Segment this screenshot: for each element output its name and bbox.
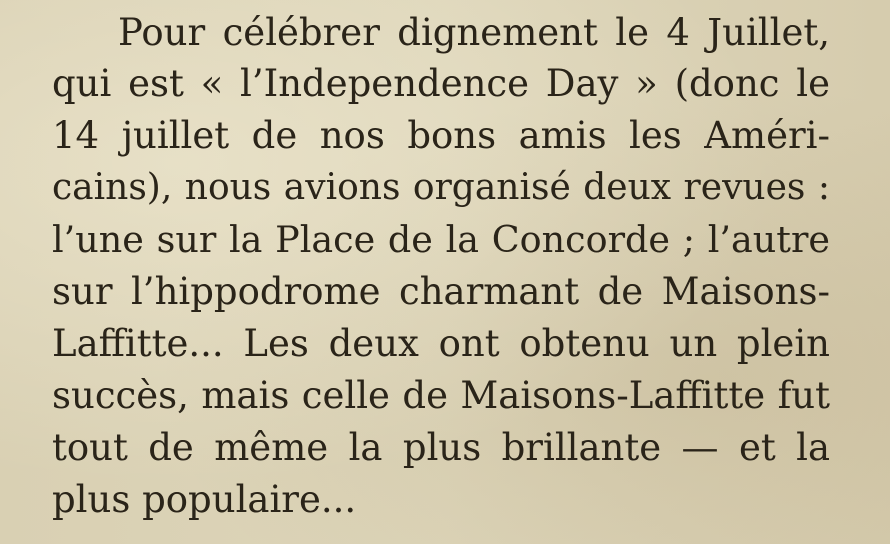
text-line-3: 14 juillet de nos bons amis les Améri- <box>52 114 830 157</box>
text-line-7: Laffitte... Les deux ont obtenu un plein <box>52 322 830 365</box>
text-line-9: tout de même la plus brillante — et la <box>52 426 830 469</box>
text-line-5: l’une sur la Place de la Concorde ; l’autre <box>52 218 830 261</box>
text-line-8: succès, mais celle de Maisons-Laffitte fut <box>52 374 830 417</box>
text-line-1: Pour célébrer dignement le 4 Juillet, <box>118 11 830 54</box>
text-line-2: qui est « l’Independence Day » (donc le <box>52 62 830 105</box>
text-line-4: cains), nous avions organisé deux revues : <box>52 167 830 208</box>
text-line-6: sur l’hippodrome charmant de Maisons- <box>52 270 830 313</box>
text-line-10: plus populaire... <box>52 478 357 521</box>
